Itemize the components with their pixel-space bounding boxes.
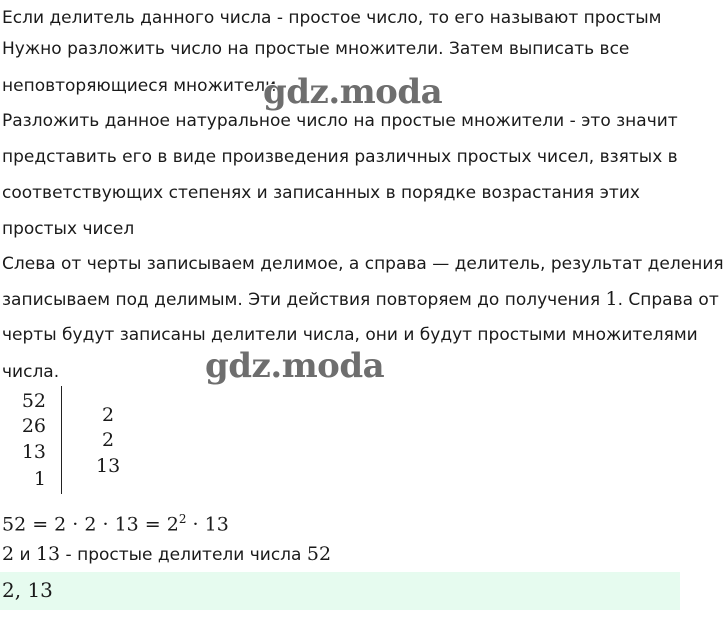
text-fragment: записываем под делимым. Эти действия повторяем до получения (2, 290, 601, 310)
text-line: неповторяющиеся множители (2, 76, 277, 96)
divisor: 13 (96, 455, 121, 477)
dividend: 1 (33, 468, 46, 490)
divisor: 2 (102, 429, 115, 451)
equation (2, 507, 229, 536)
division-line (61, 386, 62, 494)
math-number: 52 (306, 543, 332, 565)
text-line: черты будут записаны делители числа, они и будут простыми множителями (2, 325, 698, 345)
equation-lhs: 52 = 2 · 2 · 13 = 2 (2, 513, 179, 536)
text-line: простых чисел (2, 219, 135, 239)
text-fragment: и (14, 545, 36, 565)
conclusion (2, 542, 331, 567)
text-fragment: . Справа от (617, 290, 719, 310)
dividend: 26 (21, 415, 46, 437)
watermark: gdz.moda (205, 346, 385, 386)
math-number: 1 (605, 288, 618, 310)
text-fragment: - простые делители числа (60, 545, 307, 565)
dividend: 13 (21, 441, 46, 463)
answer-box (0, 572, 680, 610)
equation-rhs: · 13 (186, 513, 229, 536)
answer-value: 2, 13 (2, 578, 53, 602)
dividend: 52 (21, 390, 46, 412)
text-line: числа. (2, 362, 60, 382)
text-line (2, 287, 719, 312)
text-line: Разложить данное натуральное число на простые множители - это значит (2, 111, 678, 131)
text-line: соответствующих степенях и записанных в порядке возрастания этих (2, 183, 640, 203)
equation-exponent: 2 (178, 512, 187, 526)
divisor: 2 (102, 404, 115, 426)
math-number: 13 (35, 543, 61, 565)
text-line: Нужно разложить число на простые множители. Затем выписать все (2, 39, 630, 59)
text-line: представить его в виде произведения различных простых чисел, взятых в (2, 147, 678, 167)
text-line: Слева от черты записываем делимое, а справа — делитель, результат деления (2, 254, 724, 274)
math-number: 2 (2, 543, 15, 565)
text-line: Если делитель данного числа - простое число, то его называют простым (2, 8, 662, 28)
watermark: gdz.moda (263, 72, 443, 112)
